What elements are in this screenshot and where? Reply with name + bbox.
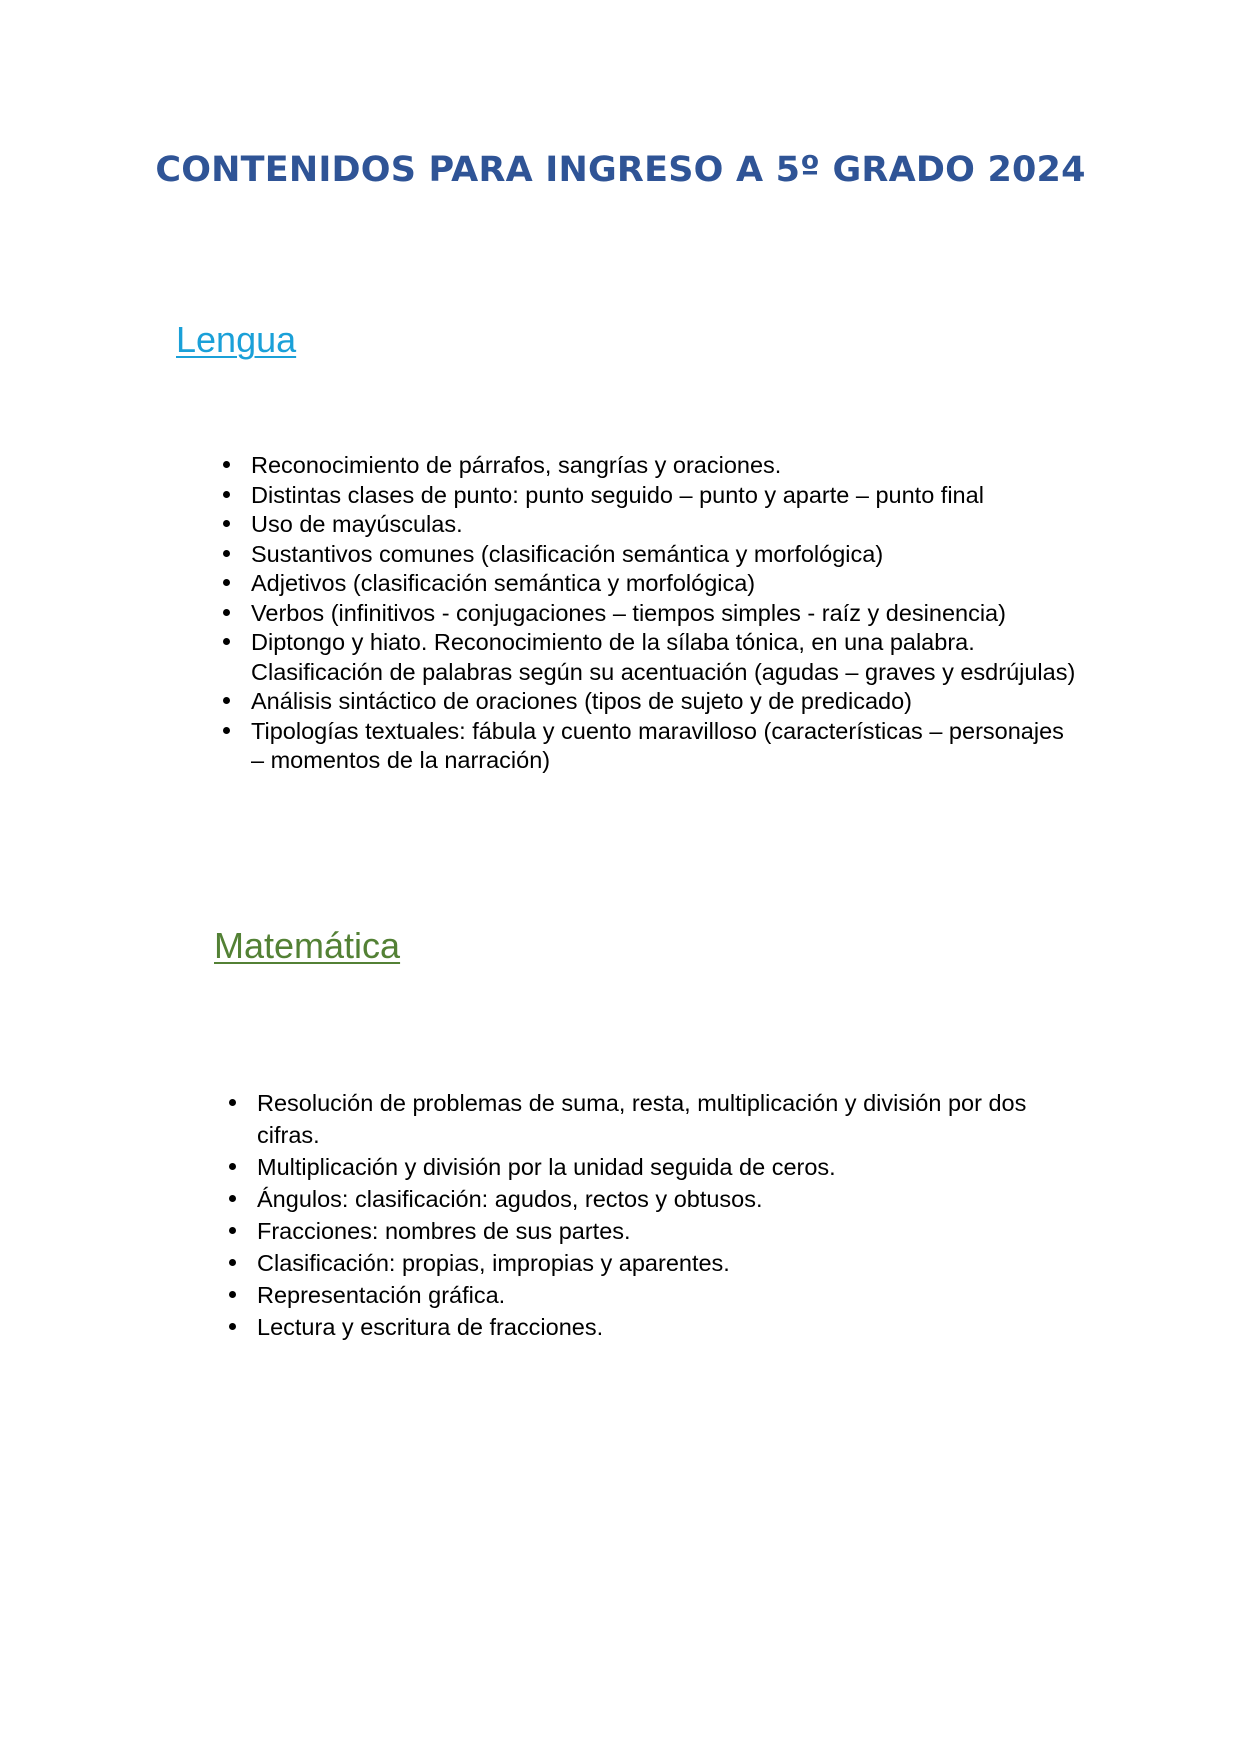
list-item — [216, 687, 1076, 717]
list-item — [222, 1183, 1072, 1215]
bullet-icon — [222, 1215, 242, 1247]
list-item-text: Uso de mayúsculas. — [251, 511, 463, 537]
list-item-text: Fracciones: nombres de sus partes. — [257, 1218, 631, 1244]
list-item-text: Tipologías textuales: fábula y cuento maravilloso (características – personajes – momentos de la narración) — [251, 717, 1064, 773]
list-item-text: Análisis sintáctico de oraciones (tipos de sujeto y de predicado) — [251, 688, 912, 714]
list-item — [216, 717, 1076, 776]
lengua-heading: Lengua — [176, 319, 297, 360]
list-item-text: Distintas clases de punto: punto seguido – punto y aparte – punto final — [251, 481, 984, 508]
bullet-icon — [222, 1311, 242, 1343]
list-item — [216, 481, 1076, 511]
list-item-text: Diptongo y hiato. Reconocimiento de la sílaba tónica, en una palabra. Clasificación de palabras según su acentuación (agudas – graves y esdrújulas) — [251, 629, 1076, 685]
list-item-text: Representación gráfica. — [257, 1282, 506, 1308]
list-item-text: Ángulos: clasificación: agudos, rectos y obtusos. — [257, 1186, 763, 1212]
page-title: CONTENIDOS PARA INGRESO A 5º GRADO 2024 — [155, 150, 1086, 190]
bullet-icon — [216, 540, 236, 570]
bullet-icon — [216, 687, 236, 717]
matematica-list — [222, 1087, 1072, 1343]
list-item — [222, 1279, 1072, 1311]
bullet-icon — [216, 599, 236, 629]
bullet-icon — [216, 510, 236, 540]
bullet-icon — [222, 1087, 242, 1119]
lengua-list — [216, 451, 1076, 776]
bullet-icon — [216, 451, 236, 481]
bullet-icon — [222, 1151, 242, 1183]
bullet-icon — [216, 569, 236, 599]
list-item — [216, 569, 1076, 599]
list-item — [216, 510, 1076, 540]
list-item — [222, 1151, 1072, 1183]
bullet-icon — [222, 1183, 242, 1215]
bullet-icon — [222, 1247, 242, 1279]
list-item-text: Verbos (infinitivos - conjugaciones – tiempos simples - raíz y desinencia) — [251, 599, 1006, 626]
list-item-text: Adjetivos (clasificación semántica y morfológica) — [251, 570, 756, 596]
bullet-icon — [216, 717, 236, 747]
list-item-text: Lectura y escritura de fracciones. — [257, 1314, 604, 1340]
list-item-text: Reconocimiento de párrafos, sangrías y oraciones. — [251, 452, 782, 478]
list-item — [216, 540, 1076, 570]
list-item — [222, 1087, 1072, 1151]
list-item — [222, 1215, 1072, 1247]
list-item — [216, 599, 1076, 629]
bullet-icon — [216, 628, 236, 658]
list-item-text: Multiplicación y división por la unidad seguida de ceros. — [257, 1154, 836, 1180]
bullet-icon — [216, 481, 236, 511]
list-item — [216, 451, 1076, 481]
bullet-icon — [222, 1279, 242, 1311]
list-item — [222, 1247, 1072, 1279]
list-item-text: Clasificación: propias, impropias y aparentes. — [257, 1250, 730, 1276]
matematica-heading: Matemática — [214, 925, 401, 966]
list-item-text: Resolución de problemas de suma, resta, multiplicación y división por dos cifras. — [257, 1090, 1066, 1148]
list-item-text: Sustantivos comunes (clasificación semántica y morfológica) — [251, 540, 884, 567]
list-item — [222, 1311, 1072, 1343]
list-item — [216, 628, 1076, 687]
